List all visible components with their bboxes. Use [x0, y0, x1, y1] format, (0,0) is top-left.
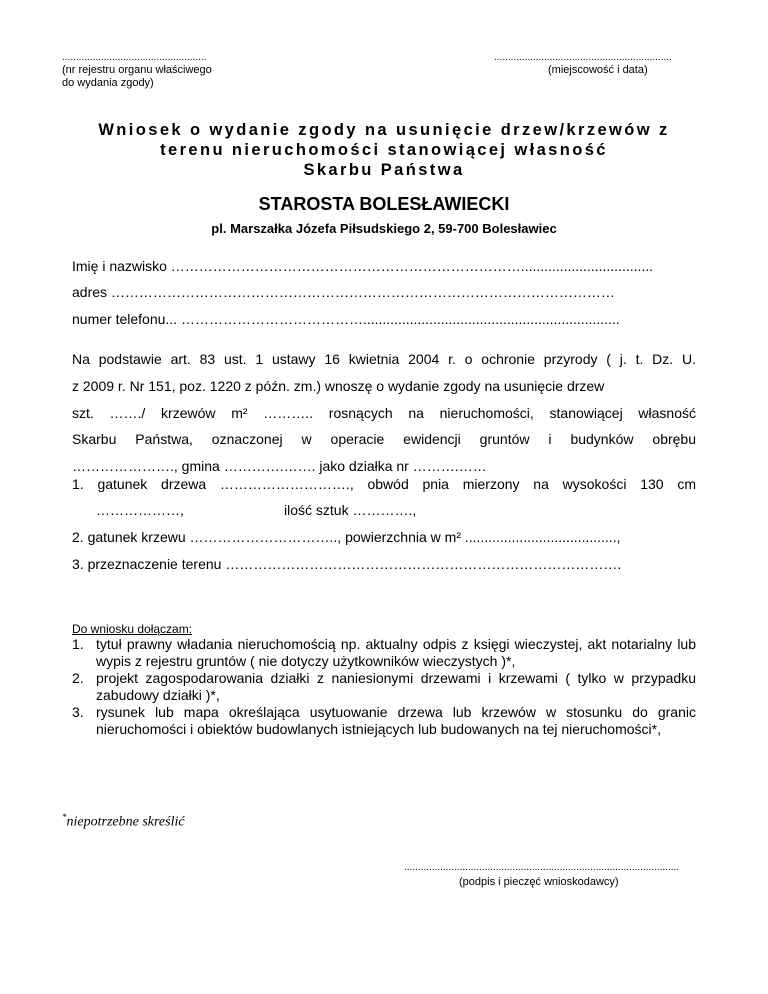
- title-line-2: terenu nieruchomości stanowiącej własność: [160, 141, 608, 159]
- registry-caption-line-1: (nr rejestru organu właściwego: [62, 64, 212, 76]
- attachment-item: [72, 636, 696, 670]
- title-line-1: Wniosek o wydanie zgody na usunięcie drzew/krzewów z: [98, 121, 670, 139]
- trunk-circumference-field[interactable]: ………………,: [96, 502, 184, 518]
- attachment-text: projekt zagospodarowania działki z naniesionymi drzewami i krzewami ( tylko w przypadku zabudowy działki )*,: [96, 670, 696, 703]
- attachment-item: [72, 670, 696, 704]
- shrub-species-line[interactable]: 2. gatunek krzewu ………………………….., powierzchnia w m² .......................................,: [72, 529, 621, 545]
- attachments-list: [72, 636, 696, 738]
- attachment-number: 3.: [72, 704, 84, 720]
- tree-count-field[interactable]: ilość sztuk ………….,: [284, 502, 417, 518]
- attachment-text: tytuł prawny władania nieruchomością np. aktualny odpis z księgi wieczystej, akt notarialny lub wypis z rejestru gruntów ( nie dotyczy użytkowników wieczystych )*,: [96, 636, 696, 669]
- attachment-item: [72, 704, 696, 738]
- body-line-4: Skarbu Państwa, oznaczonej w operacie ewidencji gruntów i budynków obrębu: [72, 431, 696, 447]
- body-line-2: z 2009 r. Nr 151, poz. 1220 z późn. zm.) wnoszę o wydanie zgody na usunięcie drzew: [72, 378, 605, 394]
- attachment-number: 1.: [72, 636, 84, 652]
- body-line-5[interactable]: …………………., gmina ………….……. jako działka nr ……….……: [72, 458, 487, 474]
- signature-dotted-line[interactable]: ...................................................................................................: [404, 862, 680, 873]
- place-date-dotted-line: ................................................................: [494, 52, 672, 63]
- registry-number-dotted-line: ....................................................: [62, 52, 207, 63]
- signature-caption: (podpis i pieczęć wnioskodawcy): [459, 876, 619, 888]
- attachments-heading: Do wniosku dołączam:: [72, 622, 193, 636]
- attachment-text: rysunek lub mapa określająca usytuowanie drzewa lub krzewów w stosunku do granic nieruchomości i obiektów budowlanych istniejących lub budowanych na tej nieruchomości*,: [96, 704, 696, 737]
- body-line-3[interactable]: szt. ……./ krzewów m² ……….. rosnących na nieruchomości, stanowiącej własność: [72, 405, 696, 421]
- document-title: [0, 120, 768, 180]
- registry-caption-line-2: do wydania zgody): [62, 77, 154, 89]
- tree-species-line[interactable]: 1. gatunek drzewa ………………………., obwód pnia mierzony na wysokości 130 cm: [72, 476, 696, 492]
- footnote-text: niepotrzebne skreślić: [66, 814, 185, 830]
- footnote: [62, 812, 185, 831]
- authority-address: pl. Marszałka Józefa Piłsudskiego 2, 59-700 Bolesławiec: [211, 221, 557, 236]
- applicant-name-field[interactable]: Imię i nazwisko …………………………………………………………………..................................: [72, 258, 654, 274]
- title-line-3: Skarbu Państwa: [303, 161, 465, 179]
- registry-number-caption: [62, 64, 212, 90]
- place-date-caption: (miejscowość i data): [548, 64, 648, 76]
- applicant-address-field[interactable]: adres ………………………………………………………………………………………………: [72, 284, 615, 300]
- attachment-number: 2.: [72, 670, 84, 686]
- footnote-mark: *: [62, 812, 67, 822]
- land-purpose-line[interactable]: 3. przeznaczenie terenu ………………………………………………………………………….: [72, 556, 622, 572]
- authority-name: STAROSTA BOLESŁAWIECKI: [258, 194, 510, 214]
- applicant-phone-field[interactable]: numer telefonu... …………………………………..................................................................: [72, 311, 620, 327]
- body-line-1: Na podstawie art. 83 ust. 1 ustawy 16 kwietnia 2004 r. o ochronie przyrody ( j. t. Dz. U.: [72, 351, 696, 367]
